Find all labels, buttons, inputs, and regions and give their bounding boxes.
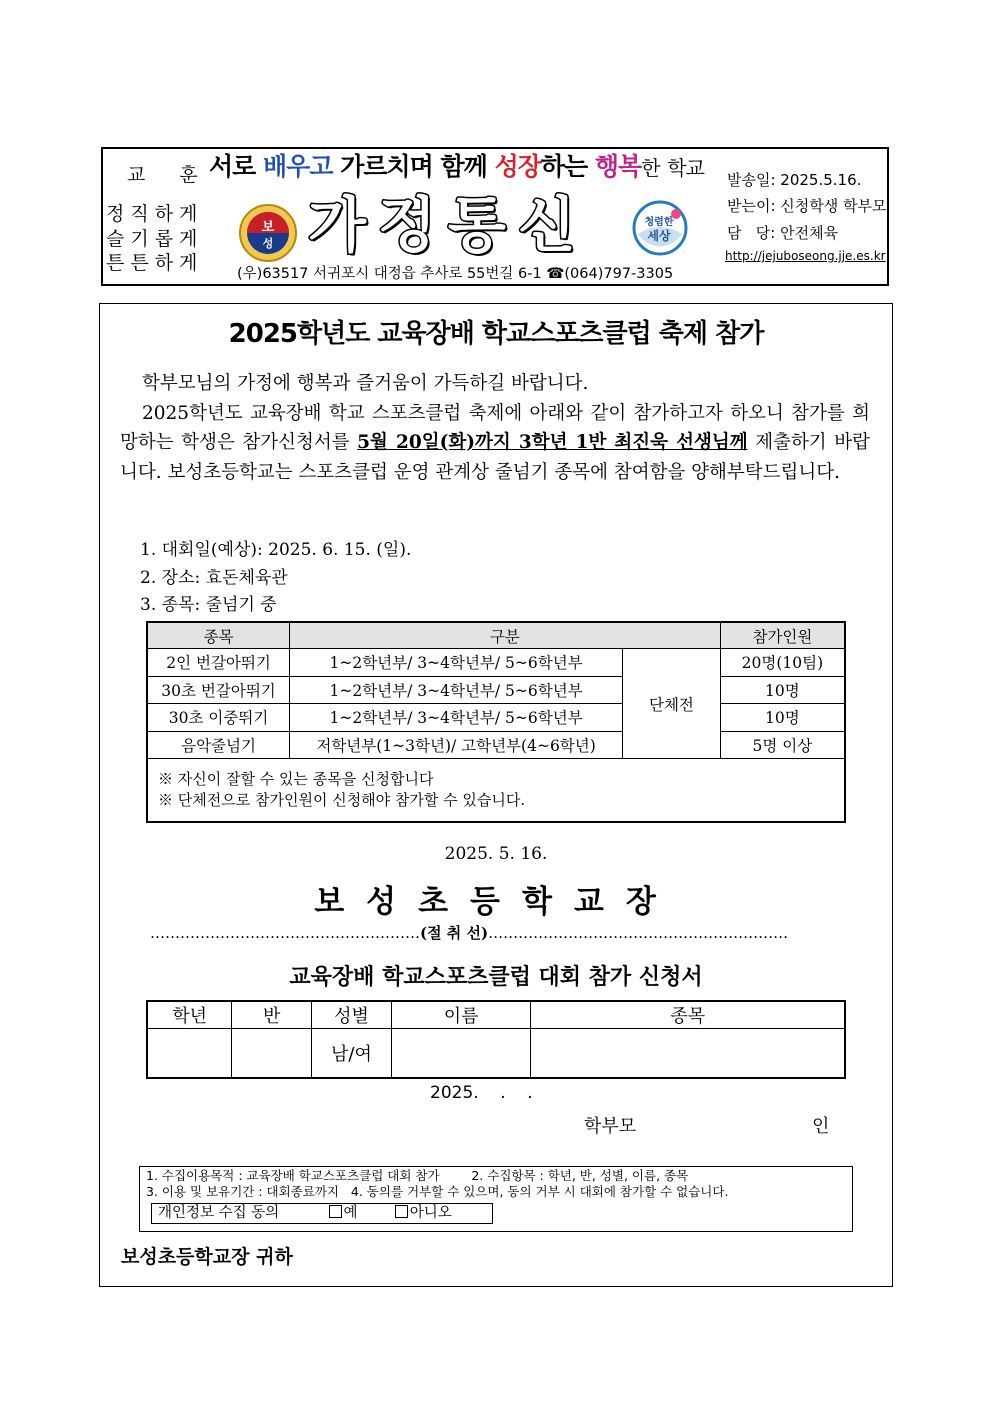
name-field[interactable] [391, 1029, 531, 1079]
integrity-logo-icon [632, 200, 688, 256]
recipient: 받는이: 신청학생 학부모 [727, 197, 887, 215]
contact-person: 담 당: 안전체육 [727, 224, 839, 242]
send-date: 발송일: 2025.5.16. [727, 171, 862, 189]
consent-label: 개인정보 수집 동의 [158, 1205, 280, 1221]
event-count: 5명 이상 [720, 731, 845, 759]
document-title: 2025학년도 교육장배 학교스포츠클럽 축제 참가 [228, 319, 764, 349]
addressee: 보성초등학교장 귀하 [121, 1246, 293, 1268]
form-input-row [147, 1029, 845, 1079]
body-text [120, 369, 870, 487]
event-table [146, 621, 846, 823]
grade-field[interactable] [147, 1029, 232, 1079]
note-line: ※ 단체전으로 참가인원이 신청해야 참가할 수 있습니다. [158, 791, 526, 809]
event-division: 1~2학년부/ 3~4학년부/ 5~6학년부 [290, 676, 623, 704]
principal-signature: 보성초등학교장 [314, 884, 678, 920]
circle-logo-line: 세상 [647, 229, 671, 243]
event-name: 음악줄넘기 [147, 731, 290, 759]
event-name: 2인 번갈아뛰기 [147, 649, 290, 677]
info-item-event: 3. 종목: 줄넘기 중 [140, 595, 277, 615]
cut-line-dots-right: …………………………………………………… [488, 924, 789, 942]
issue-date: 2025. 5. 16. [444, 844, 548, 864]
info-item-date: 1. 대회일(예상): 2025. 6. 15. (일). [140, 540, 412, 560]
seal-char: 성 [262, 237, 274, 250]
consent-no-checkbox[interactable] [395, 1205, 408, 1218]
class-field[interactable] [232, 1029, 312, 1079]
slogan-word: 하는 [540, 152, 588, 181]
table-header-row [147, 622, 845, 649]
slogan-word: 행복 [594, 152, 642, 181]
notice-text: 제출하기 바랍니다. 보성초등학교는 스포츠클럽 운영 관계상 줄넘기 종목에 참여함을 양해부탁드립니다. [120, 432, 870, 483]
cut-line-dots-left: ……………………………………………… [150, 924, 420, 942]
event-division: 1~2학년부/ 3~4학년부/ 5~6학년부 [290, 649, 623, 677]
form-header-row [147, 1001, 845, 1029]
school-url-link[interactable]: http://jejuboseong.jje.es.kr [725, 249, 886, 263]
event-name: 30초 번갈아뛰기 [147, 676, 290, 704]
gender-field[interactable]: 남/여 [312, 1029, 392, 1079]
event-division: 저학년부(1~3학년)/ 고학년부(4~6학년) [290, 731, 623, 759]
form-header-grade: 학년 [147, 1001, 232, 1029]
slogan-word: 성장 [494, 152, 541, 181]
application-form-title: 교육장배 학교스포츠클럽 대회 참가 신청서 [289, 964, 703, 990]
event-name: 30초 이중뛰기 [147, 704, 290, 732]
application-form-table [146, 1000, 846, 1079]
notice-text: 2025학년도 교육장배 학교 스포츠클럽 축제에 아래와 같이 참가하고자 하오니 참가를 희망하는 학생은 참가신청서를 [120, 402, 870, 453]
slogan-word: 한 [641, 156, 660, 180]
form-sign-date: 2025. . . [430, 1083, 533, 1103]
seal-char: 보 [261, 220, 275, 235]
table-row [147, 649, 845, 677]
slogan-word: 학교 [667, 156, 704, 180]
form-header-gender: 성별 [312, 1001, 392, 1029]
event-field[interactable] [531, 1029, 845, 1079]
table-row [147, 676, 845, 704]
paragraph-greeting: 학부모님의 가정에 행복과 즐거움이 가득하길 바랍니다. [142, 373, 589, 394]
table-row [147, 731, 845, 759]
circle-logo-line: 청렴한 [644, 217, 674, 228]
cut-line [150, 922, 860, 943]
consent-yes-checkbox[interactable] [329, 1205, 342, 1218]
event-division: 1~2학년부/ 3~4학년부/ 5~6학년부 [290, 704, 623, 732]
table-row [147, 704, 845, 732]
motto-line-2: 슬기롭게 [106, 228, 204, 250]
slogan-word: 가르치며 [340, 152, 433, 181]
school-slogan [209, 147, 704, 183]
form-header-class: 반 [232, 1001, 312, 1029]
privacy-consent [151, 1203, 493, 1224]
privacy-line: 1. 수집이용목적 : 교육장배 학교스포츠클럽 대회 참가 2. 수집항목 : 학년, 반, 성별, 이름, 종목 [146, 1168, 689, 1183]
form-header-name: 이름 [391, 1001, 531, 1029]
deadline-highlight: 5월 20일(화)까지 3학년 1반 최진욱 선생님께 [357, 432, 748, 453]
event-count: 10명 [720, 704, 845, 732]
consent-no-label: 아니오 [409, 1205, 452, 1221]
event-count: 20명(10팀) [720, 649, 845, 677]
event-count: 10명 [720, 676, 845, 704]
header-count: 참가인원 [720, 622, 845, 649]
header-event: 종목 [147, 622, 290, 649]
motto-label: 교 훈 [127, 164, 212, 186]
privacy-line: 3. 이용 및 보유기간 : 대회종료까지 4. 동의를 거부할 수 있으며, 동의 거부 시 대회에 참가할 수 없습니다. [146, 1184, 729, 1199]
seal-label: 인 [812, 1116, 830, 1137]
motto-line-3: 튼튼하게 [106, 252, 204, 274]
newsletter-title [308, 190, 588, 262]
consent-yes-label: 예 [343, 1205, 358, 1221]
table-notes-row [147, 759, 845, 823]
paragraph-notice [120, 399, 870, 488]
slogan-word: 배우고 [263, 152, 333, 181]
table-notes [147, 759, 845, 823]
form-header-event: 종목 [531, 1001, 845, 1029]
newsletter-title-text: 가정통신 [308, 191, 588, 261]
info-item-place: 2. 장소: 효돈체육관 [140, 568, 288, 588]
school-seal-icon [238, 203, 298, 263]
slogan-word: 함께 [440, 152, 487, 181]
motto-line-1: 정직하게 [106, 203, 204, 225]
note-line: ※ 자신이 잘할 수 있는 종목을 신청합니다 [158, 770, 434, 788]
event-type: 단체전 [623, 649, 721, 759]
school-address: (우)63517 서귀포시 대정읍 추사로 55번길 6-1 ☎(064)797-3305 [237, 266, 674, 282]
header-division: 구분 [290, 622, 721, 649]
cut-line-label: (절 취 선) [420, 924, 489, 942]
slogan-word: 서로 [209, 152, 256, 181]
parent-label: 학부모 [584, 1116, 637, 1137]
